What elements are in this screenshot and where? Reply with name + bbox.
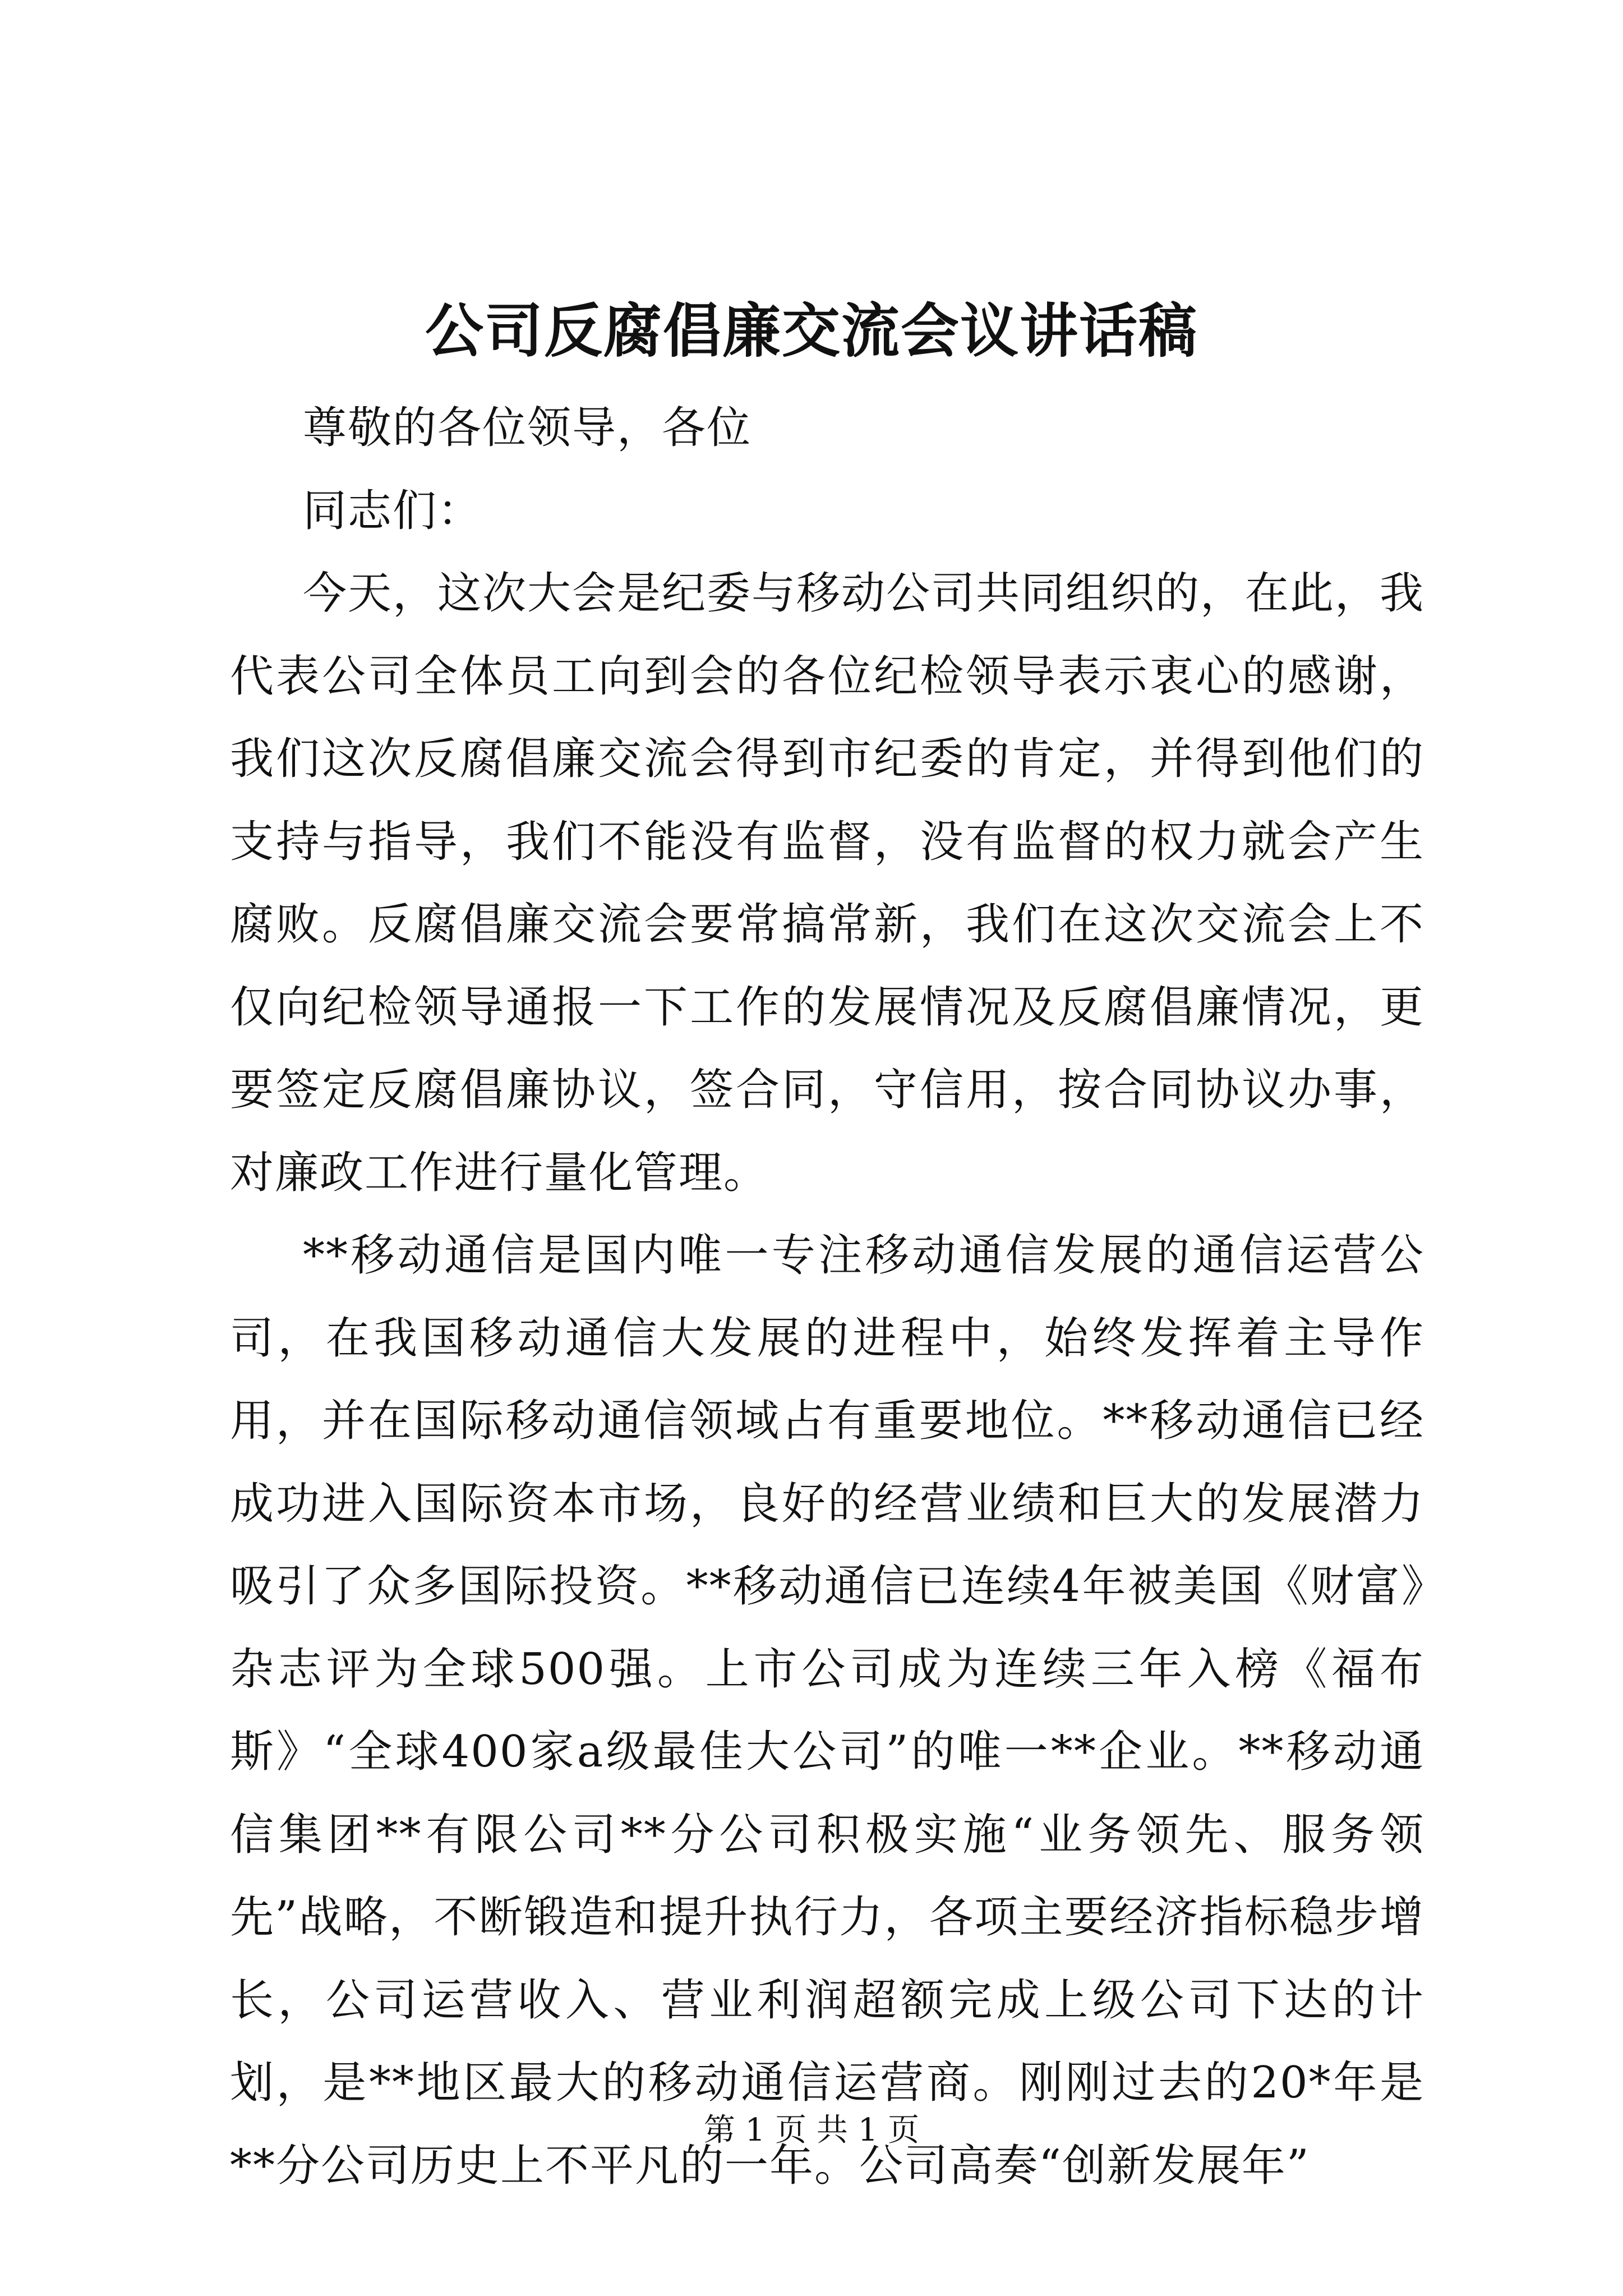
paragraph-1: 今天，这次大会是纪委与移动公司共同组织的，在此，我代表公司全体员工向到会的各位纪检领导表示衷心的感谢，我们这次反腐倡廉交流会得到市纪委的肯定，并得到他们的支持与指导，我们不能没有监督，没有监督的权力就会产生腐败。反腐倡廉交流会要常搞常新，我们在这次交流会上不仅向纪检领导通报一下工作的发展情况及反腐倡廉情况，更要签定反腐倡廉协议，签合同，守信用，按合同协议办事，对廉政工作进行量化管理。 xyxy=(230,568,1425,1198)
paragraph-2: **移动通信是国内唯一专注移动通信发展的通信运营公司，在我国移动通信大发展的进程中，始终发挥着主导作用，并在国际移动通信领域占有重要地位。**移动通信已经成功进入国际资本市场，良好的经营业绩和巨大的发展潜力吸引了众多国际投资。**移动通信已连续4年被美国《财富》杂志评为全球500强。上市公司成为连续三年入榜《福布斯》“全球400家a级最佳大公司”的唯一**企业。**移动通信集团**有限公司**分公司积极实施“业务领先、服务领先”战略，不断锻造和提升执行力，各项主要经济指标稳步增长，公司运营收入、营业利润超额完成上级公司下达的计划，是**地区最大的移动通信运营商。刚刚过去的20*年是**分公司历史上不平凡的一年。公司高奏“创新发展年” xyxy=(230,1230,1424,2191)
document-body xyxy=(230,387,1424,2207)
salutation-line-2: 同志们： xyxy=(303,485,483,536)
document-title: 公司反腐倡廉交流会议讲话稿 xyxy=(425,296,1198,365)
salutation-line-1: 尊敬的各位领导，各位 xyxy=(303,403,752,453)
page-footer: 第 1 页 共 1 页 xyxy=(703,2112,920,2148)
